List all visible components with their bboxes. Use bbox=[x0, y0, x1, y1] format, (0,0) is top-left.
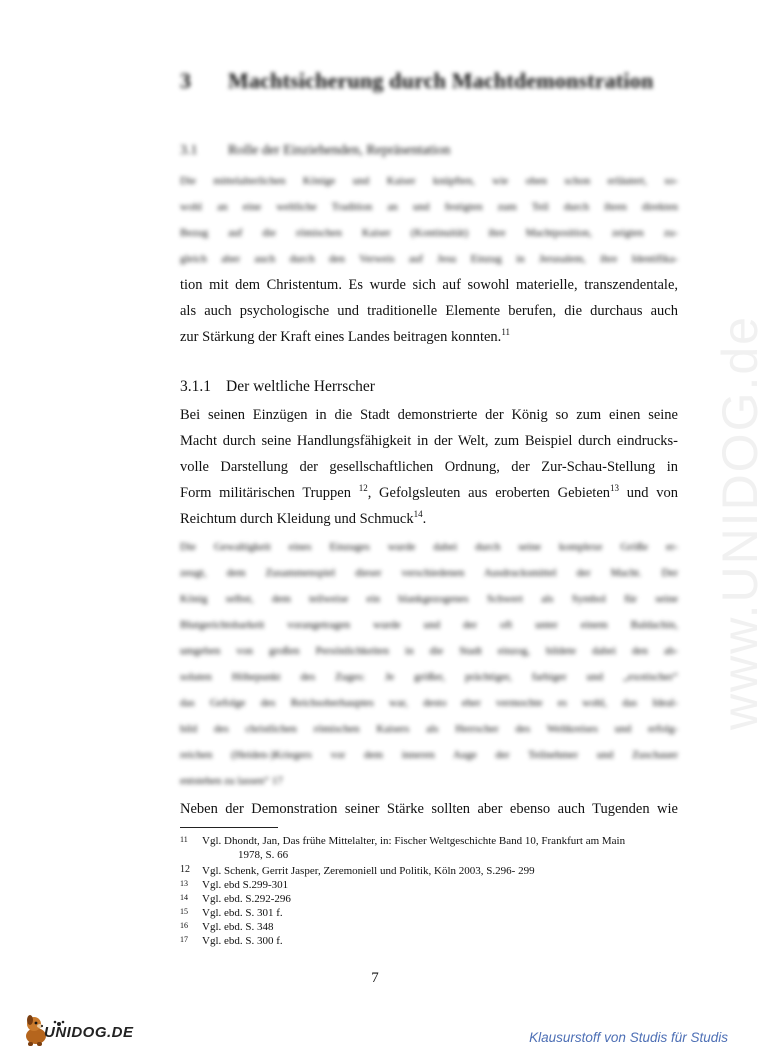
text-line: Die mittelalterlichen Könige und Kaiser knüpften, wie oben schon erläutert, so- bbox=[180, 175, 678, 187]
intro-blurred-paragraph bbox=[180, 168, 678, 272]
text-line bbox=[180, 480, 678, 506]
text-line: tion mit dem Christentum. Es wurde sich auf sowohl materielle, transzendentale, bbox=[180, 277, 678, 293]
footnote-ref: 13 bbox=[610, 483, 620, 493]
text-line bbox=[180, 324, 678, 350]
footnote bbox=[180, 834, 680, 862]
text-line: Blutgerichtsbarkeit vorangetragen wurde und der oft unter einem Baldachin, bbox=[180, 619, 678, 631]
footnote bbox=[180, 934, 680, 948]
text-line: reichen (Heiden-)Kriegers vor dem inneren Auge der Teilnehmer und Zuschauer bbox=[180, 749, 678, 761]
dog-mascot-icon bbox=[26, 1015, 46, 1046]
footnote bbox=[180, 864, 680, 878]
footnote-mark: 16 bbox=[180, 921, 188, 930]
text-line bbox=[180, 506, 678, 532]
subsection-heading bbox=[180, 378, 375, 396]
footnote-text: Vgl. ebd. S.292-296 bbox=[202, 893, 291, 905]
text-line: Macht durch seine Handlungsfähigkeit in der Welt, zum Beispiel durch eindrucks- bbox=[180, 433, 678, 449]
text-line: als auch psychologische und traditionelle Elemente berufen, die durchaus auch bbox=[180, 303, 678, 319]
text-line: Die Gewaltigkeit eines Einzuges wurde dabei durch seine komplexe Größe er- bbox=[180, 541, 678, 553]
text-line: wohl an eine weltliche Tradition an und festigten zum Teil durch ihren direkten bbox=[180, 201, 678, 213]
footnote-text: Vgl. Dhondt, Jan, Das frühe Mittelalter, in: Fischer Weltgeschichte Band 10, Frankfurt am Main bbox=[202, 835, 626, 847]
text-segment: und von bbox=[619, 485, 678, 501]
text-line: soluten Höhepunkt des Zuges: Je größer, prächtiger, farbiger und „exotischer“ bbox=[180, 671, 678, 683]
text-segment: Form militärischen Truppen bbox=[180, 485, 359, 501]
section-heading bbox=[180, 143, 450, 159]
footnote-mark: 17 bbox=[180, 935, 188, 944]
text-segment: , Gefolgsleuten aus eroberten Gebieten bbox=[367, 485, 611, 501]
text-line-content: zur Stärkung der Kraft eines Landes beitragen konnten. bbox=[180, 329, 502, 345]
quote-blurred-paragraph bbox=[180, 534, 678, 794]
text-line: gleich aber auch durch den Verweis auf Jesu Einzug in Jerusalem, ihre Identifika- bbox=[180, 253, 678, 265]
footnote-text: Vgl. ebd S.299-301 bbox=[202, 879, 289, 891]
footnote-mark: 13 bbox=[180, 879, 188, 888]
text-line: umgeben von großen Persönlichkeiten in die Stadt einzog, bildete dabei den ab- bbox=[180, 645, 678, 657]
chapter-heading bbox=[180, 68, 653, 94]
watermark-text: www.UNIDOG.de bbox=[712, 315, 768, 730]
subsection-title: Der weltliche Herrscher bbox=[226, 378, 375, 395]
intro-paragraph bbox=[180, 272, 678, 350]
text-line: bild des christlichen römischen Kaisers als Herrscher des Weltkreises und erfolg- bbox=[180, 723, 678, 735]
footnote-separator bbox=[180, 827, 278, 828]
text-segment: Reichtum durch Kleidung und Schmuck bbox=[180, 511, 414, 527]
section-title: Rolle der Einziehenden, Repräsentation bbox=[228, 143, 451, 158]
body-paragraph bbox=[180, 402, 678, 532]
text-line: Bei seinen Einzügen in die Stadt demonstrierte der König so zum einen seine bbox=[180, 407, 678, 423]
footer-tagline: Klausurstoff von Studis für Studis bbox=[529, 1030, 728, 1045]
text-segment: . bbox=[422, 511, 427, 527]
footnote-mark: 11 bbox=[180, 835, 188, 844]
footnote-ref: 12 bbox=[358, 483, 368, 493]
footnote-text: Vgl. ebd. S. 300 f. bbox=[202, 935, 283, 947]
text-line: zeugt, dem Zusammenspiel dieser verschiedenen Ausdrucksmittel der Macht. Der bbox=[180, 567, 678, 579]
closing-paragraph bbox=[180, 796, 678, 822]
text-line: Neben der Demonstration seiner Stärke sollten aber ebenso auch Tugenden wie bbox=[180, 801, 678, 817]
text-line: Bezug auf die römischen Kaiser (Kontinuität) ihre Machtposition, zeigten zu- bbox=[180, 227, 678, 239]
footnote-mark: 15 bbox=[180, 907, 188, 916]
footnote bbox=[180, 878, 680, 892]
footnotes bbox=[180, 834, 680, 948]
chapter-title: Machtsicherung durch Machtdemonstration bbox=[228, 68, 654, 93]
chapter-number: 3 bbox=[180, 68, 192, 93]
footnote-mark: 12 bbox=[180, 864, 190, 875]
page-number: 7 bbox=[371, 970, 379, 986]
footnote bbox=[180, 892, 680, 906]
subsection-number: 3.1.1 bbox=[180, 378, 211, 395]
text-line: volle Darstellung der gesellschaftlichen Ordnung, der Zur-Schau-Stellung in bbox=[180, 459, 678, 475]
text-line: das Gefolge des Reichsoberhauptes war, desto eher vermochte es wohl, das Ideal- bbox=[180, 697, 678, 709]
footnote-ref: 14 bbox=[413, 509, 423, 519]
footnote-ref: 11 bbox=[501, 327, 510, 337]
footnote-text-continuation: 1978, S. 66 bbox=[238, 849, 289, 861]
footnote-text: Vgl. ebd. S. 301 f. bbox=[202, 907, 283, 919]
footnote-text: Vgl. Schenk, Gerrit Jasper, Zeremoniell und Politik, Köln 2003, S.296- 299 bbox=[202, 865, 535, 877]
text-line: entstehen zu lassen“ 17 bbox=[180, 775, 283, 787]
footnote-text: Vgl. ebd. S. 348 bbox=[202, 921, 274, 933]
footnote bbox=[180, 920, 680, 934]
text-line: König selbst, dem teilweise ein blankgezogenes Schwert als Symbol für seine bbox=[180, 593, 678, 605]
footnote bbox=[180, 906, 680, 920]
footnote-mark: 14 bbox=[180, 893, 188, 902]
section-number: 3.1 bbox=[180, 143, 198, 158]
logo-text: UNIDOG.DE bbox=[44, 1024, 134, 1041]
